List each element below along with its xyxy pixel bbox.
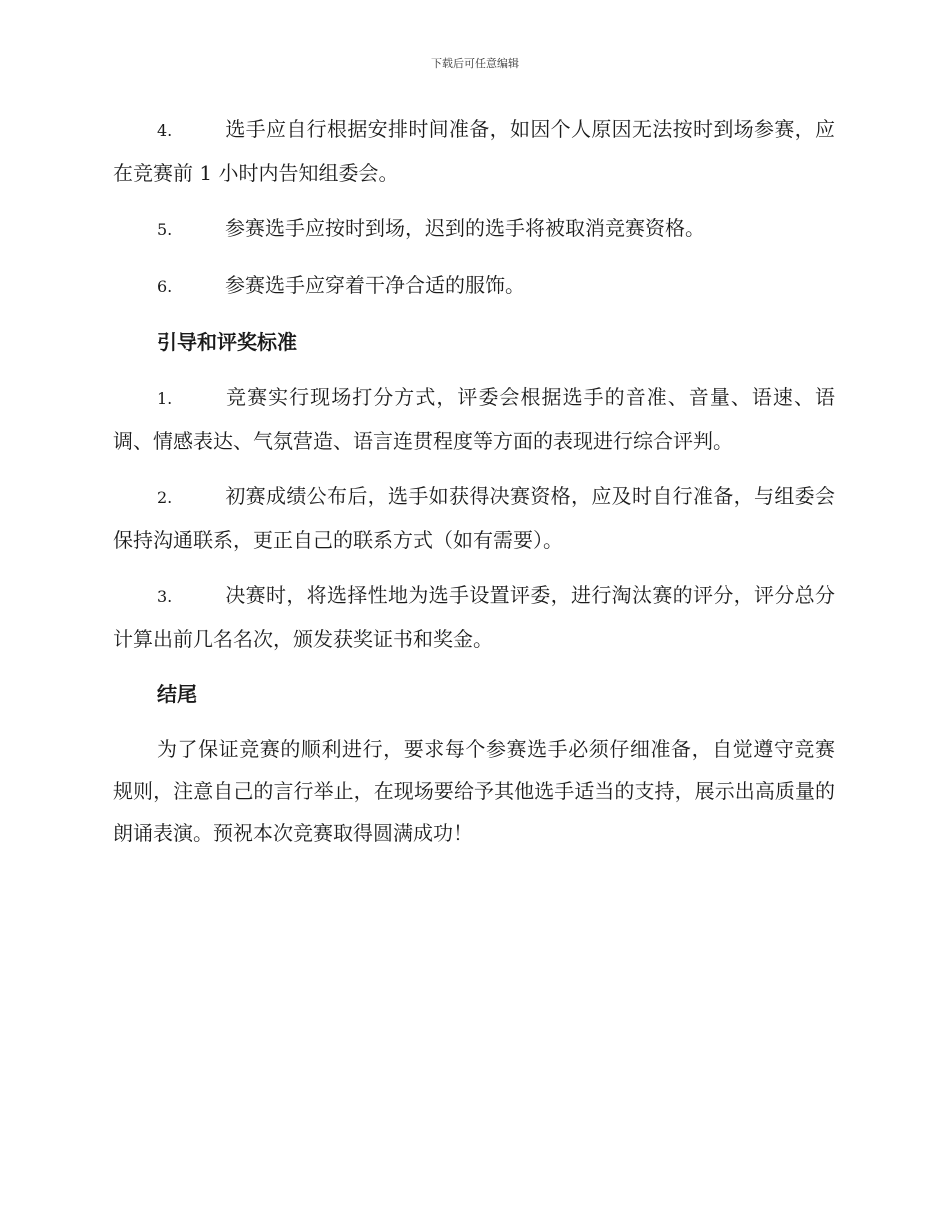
document-body [113, 108, 835, 854]
rule-item-5 [113, 207, 835, 251]
item-number: 1. [157, 389, 173, 408]
item-text: 竞赛实行现场打分方式，评委会根据选手的音准、音量、语速、语调、情感表达、气氛营造、语言连贯程度等方面的表现进行综合评判。 [113, 385, 835, 453]
closing-heading: 结尾 [157, 682, 197, 706]
item-number: 5. [157, 220, 173, 239]
item-number: 3. [157, 587, 173, 606]
item-number: 4. [157, 121, 173, 140]
item-number: 2. [157, 488, 173, 507]
judging-heading: 引导和评奖标准 [157, 330, 297, 354]
item-text: 参赛选手应按时到场，迟到的选手将被取消竞赛资格。 [225, 216, 705, 240]
item-text: 决赛时，将选择性地为选手设置评委，进行淘汰赛的评分，评分总分计算出前几名名次，颁发获奖证书和奖金。 [113, 583, 835, 651]
rule-item-6 [113, 264, 835, 308]
judging-item-2 [113, 475, 835, 561]
rule-item-4 [113, 108, 835, 194]
judging-item-3 [113, 574, 835, 660]
judging-item-1 [113, 376, 835, 462]
closing-paragraph: 为了保证竞赛的顺利进行，要求每个参赛选手必须仔细准备，自觉遵守竞赛规则，注意自己的言行举止，在现场要给予其他选手适当的支持，展示出高质量的朗诵表演。预祝本次竞赛取得圆满成功！ [113, 737, 835, 845]
item-text: 初赛成绩公布后，选手如获得决赛资格，应及时自行准备，与组委会保持沟通联系，更正自己的联系方式（如有需要）。 [113, 484, 835, 552]
item-number: 6. [157, 277, 173, 296]
header-note: 下载后可任意编辑 [431, 57, 519, 70]
item-text: 参赛选手应穿着干净合适的服饰。 [225, 273, 525, 297]
item-text: 选手应自行根据安排时间准备，如因个人原因无法按时到场参赛，应在竞赛前 1 小时内告知组委会。 [113, 117, 835, 185]
